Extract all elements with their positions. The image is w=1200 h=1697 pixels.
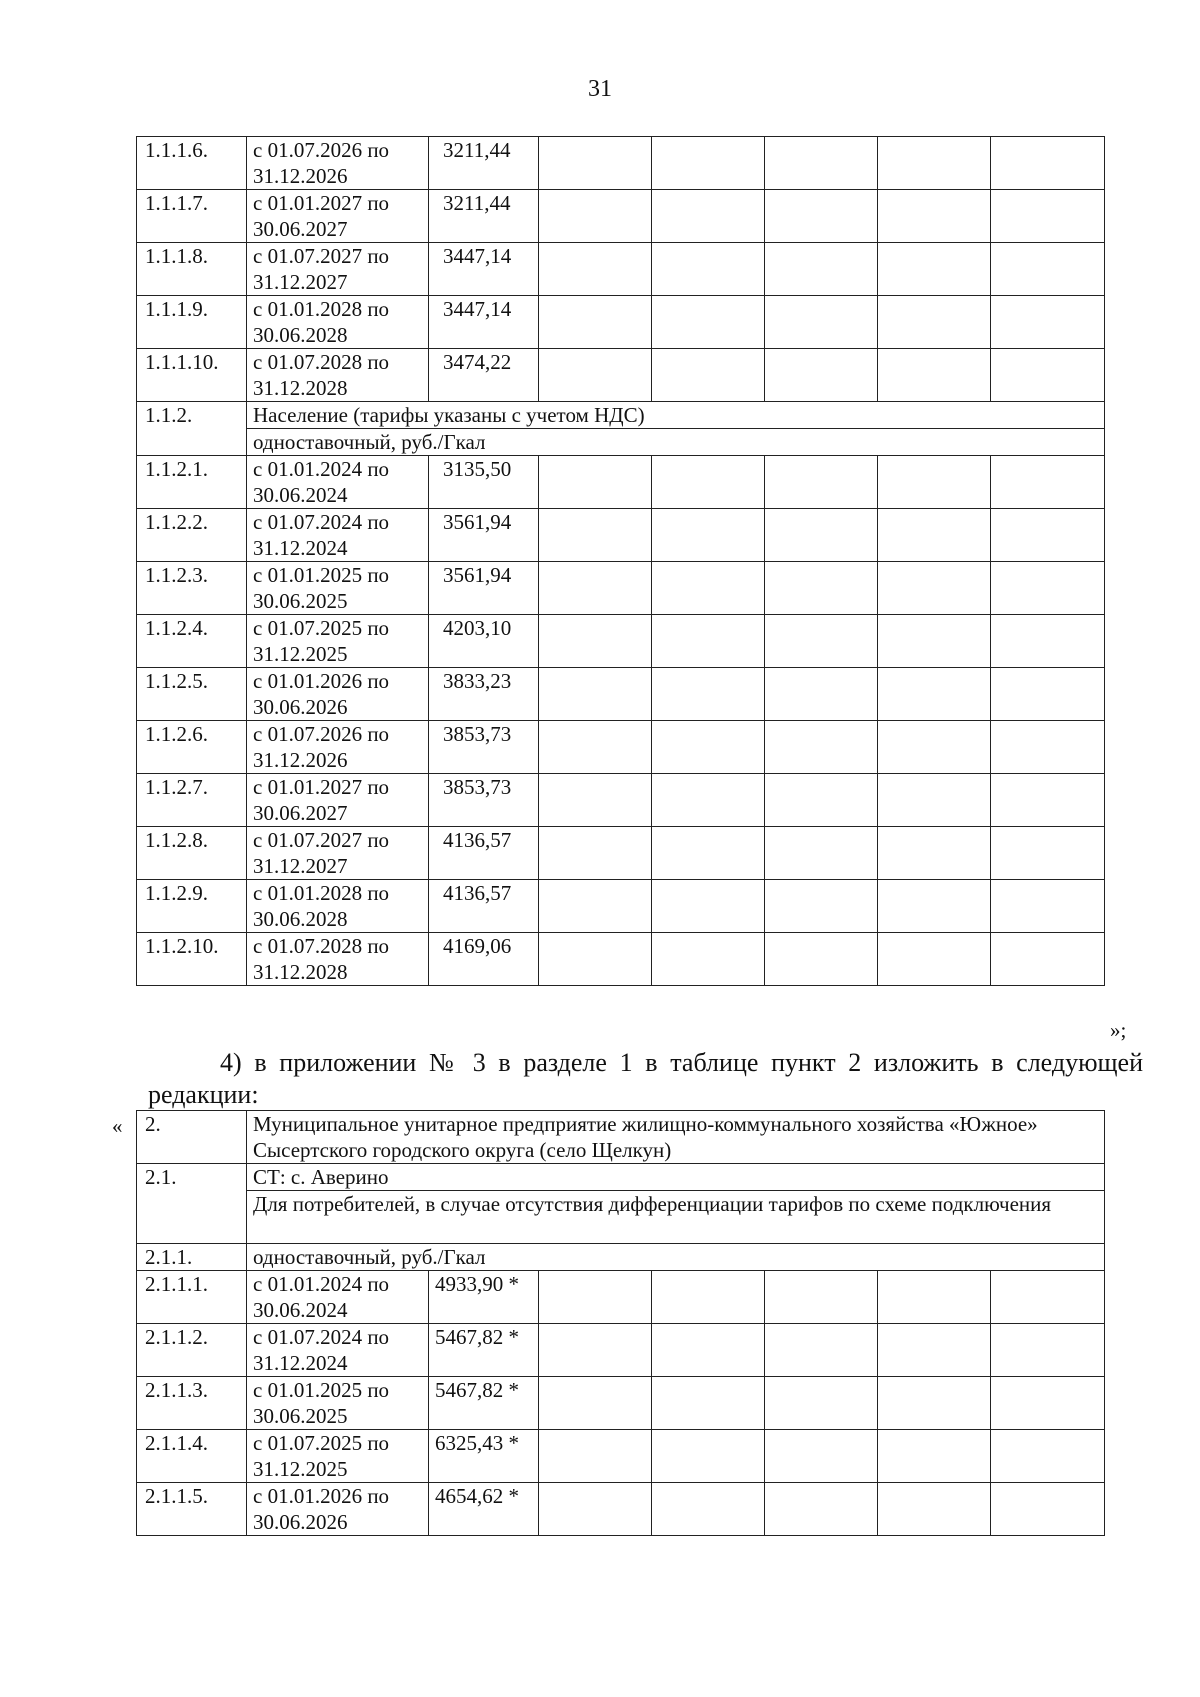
empty-cell xyxy=(765,456,878,509)
empty-cell xyxy=(652,243,765,296)
empty-cell xyxy=(991,933,1105,986)
row-value: 3211,44 xyxy=(429,190,539,243)
row-period: с 01.07.2025 по 31.12.2025 xyxy=(247,1430,429,1483)
section-code: 1.1.2. xyxy=(137,402,247,456)
row-value: 4933,90 * xyxy=(429,1271,539,1324)
row-value: 4136,57 xyxy=(429,827,539,880)
row-value: 3447,14 xyxy=(429,243,539,296)
empty-cell xyxy=(652,456,765,509)
empty-cell xyxy=(652,137,765,190)
empty-cell xyxy=(878,1271,991,1324)
empty-cell xyxy=(539,668,652,721)
empty-cell xyxy=(991,615,1105,668)
page-number: 31 xyxy=(588,76,612,102)
row-period: с 01.07.2027 по 31.12.2027 xyxy=(247,243,429,296)
row-code: 2.1.1.4. xyxy=(137,1430,247,1483)
empty-cell xyxy=(878,190,991,243)
empty-cell xyxy=(652,1483,765,1536)
empty-cell xyxy=(652,668,765,721)
row-period: с 01.07.2026 по 31.12.2026 xyxy=(247,137,429,190)
row-code: 1.1.2.7. xyxy=(137,774,247,827)
empty-cell xyxy=(765,880,878,933)
empty-cell xyxy=(539,1430,652,1483)
empty-cell xyxy=(652,1271,765,1324)
row-code: 1.1.2.3. xyxy=(137,562,247,615)
row-code: 1.1.2.4. xyxy=(137,615,247,668)
empty-cell xyxy=(878,827,991,880)
empty-cell xyxy=(539,190,652,243)
empty-cell xyxy=(878,933,991,986)
empty-cell xyxy=(652,1377,765,1430)
empty-cell xyxy=(878,774,991,827)
empty-cell xyxy=(652,509,765,562)
table-row xyxy=(137,1271,1105,1324)
section-title: Население (тарифы указаны с учетом НДС) xyxy=(247,402,1105,429)
opening-quote: « xyxy=(112,1114,123,1138)
rate-code: 2.1.1. xyxy=(137,1244,247,1271)
amendment-paragraph: 4) в приложении № 3 в разделе 1 в таблице пункт 2 изложить в следующей редакции: xyxy=(148,1048,1143,1109)
st-code: 2.1. xyxy=(137,1164,247,1244)
closing-quote: »; xyxy=(1110,1018,1127,1042)
row-value: 3474,22 xyxy=(429,349,539,402)
tariff-table-heat-1-1 xyxy=(136,136,1105,986)
empty-cell xyxy=(765,562,878,615)
row-value: 5467,82 * xyxy=(429,1377,539,1430)
table-row xyxy=(137,243,1105,296)
empty-cell xyxy=(539,933,652,986)
table-row xyxy=(137,509,1105,562)
empty-cell xyxy=(991,668,1105,721)
empty-cell xyxy=(765,1430,878,1483)
row-value: 4136,57 xyxy=(429,880,539,933)
empty-cell xyxy=(652,296,765,349)
row-value: 3833,23 xyxy=(429,668,539,721)
empty-cell xyxy=(539,1324,652,1377)
row-period: с 01.07.2028 по 31.12.2028 xyxy=(247,349,429,402)
empty-cell xyxy=(991,1377,1105,1430)
row-value: 3853,73 xyxy=(429,721,539,774)
row-value: 3211,44 xyxy=(429,137,539,190)
empty-cell xyxy=(765,933,878,986)
empty-cell xyxy=(539,1271,652,1324)
row-code: 1.1.2.5. xyxy=(137,668,247,721)
row-period: с 01.01.2026 по 30.06.2026 xyxy=(247,1483,429,1536)
table-row xyxy=(137,296,1105,349)
empty-cell xyxy=(652,721,765,774)
empty-cell xyxy=(878,1483,991,1536)
empty-cell xyxy=(652,1324,765,1377)
section-subtitle: одноставочный, руб./Гкал xyxy=(247,429,1105,456)
empty-cell xyxy=(878,296,991,349)
row-period: с 01.01.2025 по 30.06.2025 xyxy=(247,1377,429,1430)
empty-cell xyxy=(765,190,878,243)
table-row xyxy=(137,1430,1105,1483)
empty-cell xyxy=(878,1324,991,1377)
empty-cell xyxy=(878,137,991,190)
empty-cell xyxy=(765,1324,878,1377)
empty-cell xyxy=(765,1377,878,1430)
empty-cell xyxy=(991,137,1105,190)
empty-cell xyxy=(765,349,878,402)
row-value: 3447,14 xyxy=(429,296,539,349)
empty-cell xyxy=(991,1430,1105,1483)
empty-cell xyxy=(652,933,765,986)
table-row xyxy=(137,933,1105,986)
row-value: 3853,73 xyxy=(429,774,539,827)
empty-cell xyxy=(765,243,878,296)
empty-cell xyxy=(765,1483,878,1536)
empty-cell xyxy=(765,509,878,562)
empty-cell xyxy=(539,1483,652,1536)
org-code: 2. xyxy=(137,1111,247,1164)
row-code: 1.1.2.8. xyxy=(137,827,247,880)
row-value: 4203,10 xyxy=(429,615,539,668)
empty-cell xyxy=(539,562,652,615)
empty-cell xyxy=(539,827,652,880)
row-value: 3561,94 xyxy=(429,562,539,615)
empty-cell xyxy=(991,456,1105,509)
row-code: 1.1.2.10. xyxy=(137,933,247,986)
empty-cell xyxy=(539,774,652,827)
row-code: 1.1.2.1. xyxy=(137,456,247,509)
tariff-table-section-2 xyxy=(136,1110,1105,1536)
empty-cell xyxy=(991,509,1105,562)
empty-cell xyxy=(878,880,991,933)
empty-cell xyxy=(765,827,878,880)
empty-cell xyxy=(765,1271,878,1324)
empty-cell xyxy=(652,562,765,615)
empty-cell xyxy=(539,880,652,933)
empty-cell xyxy=(765,721,878,774)
row-value: 6325,43 * xyxy=(429,1430,539,1483)
empty-cell xyxy=(878,668,991,721)
empty-cell xyxy=(539,721,652,774)
row-code: 2.1.1.1. xyxy=(137,1271,247,1324)
row-value: 3135,50 xyxy=(429,456,539,509)
row-code: 1.1.2.6. xyxy=(137,721,247,774)
empty-cell xyxy=(652,774,765,827)
row-code: 2.1.1.3. xyxy=(137,1377,247,1430)
empty-cell xyxy=(878,721,991,774)
row-period: с 01.07.2025 по 31.12.2025 xyxy=(247,615,429,668)
empty-cell xyxy=(539,1377,652,1430)
empty-cell xyxy=(652,880,765,933)
empty-cell xyxy=(878,1377,991,1430)
org-name: Муниципальное унитарное предприятие жилищно-коммунального хозяйства «Южное» Сысертского городского округа (село Щелкун) xyxy=(247,1111,1105,1164)
row-period: с 01.01.2026 по 30.06.2026 xyxy=(247,668,429,721)
empty-cell xyxy=(991,774,1105,827)
empty-cell xyxy=(765,615,878,668)
empty-cell xyxy=(878,243,991,296)
table-row xyxy=(137,1483,1105,1536)
empty-cell xyxy=(991,296,1105,349)
empty-cell xyxy=(652,827,765,880)
table-row xyxy=(137,349,1105,402)
empty-cell xyxy=(539,296,652,349)
row-code: 1.1.1.9. xyxy=(137,296,247,349)
row-code: 1.1.2.2. xyxy=(137,509,247,562)
table-row xyxy=(137,1377,1105,1430)
row-period: с 01.01.2024 по 30.06.2024 xyxy=(247,1271,429,1324)
row-value: 3561,94 xyxy=(429,509,539,562)
row-period: с 01.01.2024 по 30.06.2024 xyxy=(247,456,429,509)
empty-cell xyxy=(878,1430,991,1483)
empty-cell xyxy=(991,827,1105,880)
empty-cell xyxy=(878,615,991,668)
empty-cell xyxy=(991,721,1105,774)
row-value: 5467,82 * xyxy=(429,1324,539,1377)
table-row xyxy=(137,774,1105,827)
table-row xyxy=(137,827,1105,880)
table-row xyxy=(137,562,1105,615)
empty-cell xyxy=(991,562,1105,615)
consumer-note: Для потребителей, в случае отсутствия дифференциации тарифов по схеме подключения xyxy=(247,1191,1105,1244)
empty-cell xyxy=(878,349,991,402)
row-code: 1.1.1.10. xyxy=(137,349,247,402)
row-code: 1.1.1.6. xyxy=(137,137,247,190)
empty-cell xyxy=(539,243,652,296)
empty-cell xyxy=(652,190,765,243)
row-code: 1.1.1.8. xyxy=(137,243,247,296)
empty-cell xyxy=(652,1430,765,1483)
empty-cell xyxy=(652,349,765,402)
table-row xyxy=(137,190,1105,243)
empty-cell xyxy=(539,137,652,190)
empty-cell xyxy=(878,562,991,615)
row-code: 2.1.1.2. xyxy=(137,1324,247,1377)
row-period: с 01.07.2026 по 31.12.2026 xyxy=(247,721,429,774)
table-row xyxy=(137,456,1105,509)
empty-cell xyxy=(539,509,652,562)
row-period: с 01.07.2028 по 31.12.2028 xyxy=(247,933,429,986)
row-period: с 01.01.2028 по 30.06.2028 xyxy=(247,296,429,349)
empty-cell xyxy=(652,615,765,668)
empty-cell xyxy=(878,456,991,509)
row-value: 4169,06 xyxy=(429,933,539,986)
empty-cell xyxy=(991,1271,1105,1324)
empty-cell xyxy=(539,349,652,402)
table-row xyxy=(137,668,1105,721)
empty-cell xyxy=(991,349,1105,402)
row-code: 1.1.2.9. xyxy=(137,880,247,933)
row-period: с 01.07.2024 по 31.12.2024 xyxy=(247,1324,429,1377)
row-period: с 01.01.2025 по 30.06.2025 xyxy=(247,562,429,615)
empty-cell xyxy=(878,509,991,562)
row-period: с 01.01.2027 по 30.06.2027 xyxy=(247,774,429,827)
empty-cell xyxy=(765,774,878,827)
empty-cell xyxy=(991,1324,1105,1377)
row-code: 1.1.1.7. xyxy=(137,190,247,243)
row-code: 2.1.1.5. xyxy=(137,1483,247,1536)
empty-cell xyxy=(991,190,1105,243)
empty-cell xyxy=(991,243,1105,296)
empty-cell xyxy=(765,668,878,721)
empty-cell xyxy=(539,456,652,509)
table-row xyxy=(137,1324,1105,1377)
empty-cell xyxy=(765,137,878,190)
row-value: 4654,62 * xyxy=(429,1483,539,1536)
table-row xyxy=(137,615,1105,668)
row-period: с 01.07.2027 по 31.12.2027 xyxy=(247,827,429,880)
row-period: с 01.01.2027 по 30.06.2027 xyxy=(247,190,429,243)
st-name: СТ: с. Аверино xyxy=(247,1164,1105,1191)
empty-cell xyxy=(991,1483,1105,1536)
empty-cell xyxy=(765,296,878,349)
rate-name: одноставочный, руб./Гкал xyxy=(247,1244,1105,1271)
empty-cell xyxy=(539,615,652,668)
table-row xyxy=(137,721,1105,774)
table-row xyxy=(137,880,1105,933)
row-period: с 01.07.2024 по 31.12.2024 xyxy=(247,509,429,562)
empty-cell xyxy=(991,880,1105,933)
table-row xyxy=(137,137,1105,190)
row-period: с 01.01.2028 по 30.06.2028 xyxy=(247,880,429,933)
